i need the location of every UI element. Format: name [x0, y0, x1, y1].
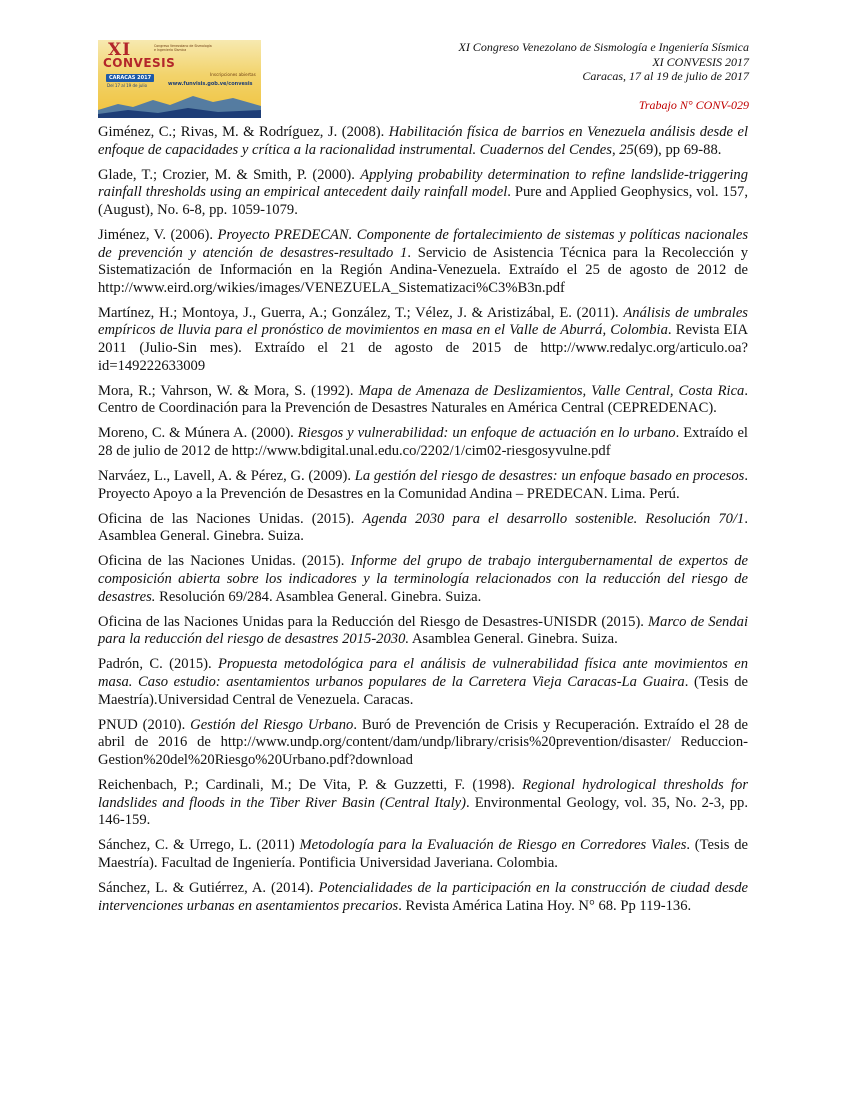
- reference-text: Giménez, C.; Rivas, M. & Rodríguez, J. (2008).: [98, 124, 389, 140]
- reference-title: Potencialidades de la participación en la construcción de ciudad desde intervenciones urbanas en asentamientos precarios: [98, 879, 748, 914]
- reference-title: Metodología para la Evaluación de Riesgo en Corredores Viales: [299, 837, 687, 854]
- logo-url: www.funvisis.gob.ve/convesis: [168, 81, 253, 87]
- reference-text: Sánchez, L. & Gutiérrez, A. (2014).: [98, 879, 319, 896]
- reference-title: La gestión del riesgo de desastres: un enfoque basado en procesos: [354, 468, 745, 485]
- reference-entry: [98, 227, 748, 297]
- reference-title: Applying probability determination to refine landslide-triggering rainfall thresholds using an empirical antecedent daily rainfall model: [98, 166, 748, 201]
- reference-text: Moreno, C. & Múnera A. (2000).: [98, 425, 298, 442]
- reference-entry: [98, 777, 748, 830]
- reference-title: Análisis de umbrales empíricos de lluvia para el pronóstico de movimientos en masa en el Valle de Aburrá, Colombia: [98, 304, 748, 339]
- reference-entry: [98, 717, 748, 770]
- mountain-silhouette-icon: [98, 88, 261, 118]
- reference-entry: [98, 656, 748, 709]
- reference-title: Informe del grupo de trabajo intergubernamental de expertos de composición abierta sobre los indicadores y la terminología relacionados con la reducción del riesgo de desastres.: [98, 553, 749, 605]
- reference-title: Agenda 2030 para el desarrollo sostenible. Resolución 70/1: [362, 510, 745, 527]
- reference-entry: [98, 880, 748, 915]
- reference-entry: [98, 553, 748, 606]
- reference-title: Marco de Sendai para la reducción del riesgo de desastres 2015-2030.: [98, 613, 748, 648]
- reference-entry: [98, 425, 748, 460]
- reference-text: PNUD (2010).: [98, 716, 191, 733]
- reference-text: Sánchez, C. & Urrego, L. (2011): [98, 837, 300, 854]
- reference-text: . Extraído el 28 de julio de 2012 de http://www.bdigital.unal.edu.co/2202/1/cim02-riesgosyvulne.pdf: [98, 425, 748, 459]
- header-conference-name: XI Congreso Venezolano de Sismología e Ingeniería Sísmica: [458, 40, 749, 54]
- header-edition: XI CONVESIS 2017: [652, 54, 749, 69]
- logo-title: XI: [108, 40, 132, 60]
- reference-text: Oficina de las Naciones Unidas. (2015).: [98, 510, 363, 527]
- reference-text: Reichenbach, P.; Cardinali, M.; De Vita, P. & Guzzetti, F. (1998).: [98, 777, 523, 793]
- logo-inscriptions: Inscripciones abiertas: [210, 72, 256, 77]
- reference-text: Martínez, H.; Montoya, J., Guerra, A.; González, T.; Vélez, J. & Aristizábal, E. (2011).: [98, 304, 624, 321]
- reference-title: 25: [619, 141, 634, 158]
- reference-title: Regional hydrological thresholds for landslides and floods in the Tiber River Basin (Central Italy): [98, 777, 748, 811]
- reference-title: Proyecto PREDECAN. Componente de fortalecimiento de sistemas y políticas nacionales de prevención y atención de desastres-resultado 1: [98, 226, 748, 261]
- reference-text: . (Tesis de Maestría).Universidad Central de Venezuela. Caracas.: [98, 674, 748, 708]
- logo-tagline: Congreso Venezolano de Sismología e Ingeniería Sísmica: [154, 44, 212, 52]
- reference-text: Jiménez, V. (2006).: [98, 226, 218, 243]
- header-paper-number: Trabajo N° CONV-029: [638, 97, 749, 112]
- reference-entry: [98, 383, 748, 418]
- reference-text: Glade, T.; Crozier, M. & Smith, P. (2000).: [98, 166, 361, 183]
- logo-badge: CARACAS 2017: [106, 74, 154, 82]
- reference-text: . Environmental Geology, vol. 35, No. 2-3, pp. 146-159.: [98, 794, 748, 829]
- reference-title: Riesgos y vulnerabilidad: un enfoque de actuación en lo urbano: [297, 425, 676, 442]
- reference-text: . Revista EIA 2011 (Julio-Sin mes). Extraído el 21 de agosto de 2015 de http://www.redalyc.org/articulo.oa?id=149222633009: [98, 322, 748, 374]
- reference-title: Gestión del Riesgo Urbano: [190, 716, 354, 733]
- reference-title: Propuesta metodológica para el análisis de vulnerabilidad física ante movimientos en masa. Caso estudio: asentamientos urbanos populares de la Carretera Vieja Caracas-La Guaira: [98, 656, 748, 691]
- reference-entry: [98, 167, 748, 220]
- logo-dates: Del 17 al 19 de julio: [107, 83, 148, 88]
- conference-header: [458, 40, 749, 112]
- header-location-date: Caracas, 17 al 19 de julio de 2017: [582, 69, 749, 84]
- reference-text: Mora, R.; Vahrson, W. & Mora, S. (1992).: [98, 382, 359, 399]
- reference-text: . Proyecto Apoyo a la Prevención de Desastres en la Comunidad Andina – PREDECAN. Lima. Perú.: [98, 468, 748, 502]
- convesis-logo: [98, 40, 261, 118]
- reference-text: Oficina de las Naciones Unidas. (2015).: [98, 553, 351, 570]
- reference-entry: [98, 837, 748, 872]
- reference-text: . Revista América Latina Hoy. N° 68. Pp 119-136.: [398, 897, 692, 914]
- reference-text: Asamblea General. Ginebra. Suiza.: [409, 631, 618, 648]
- reference-text: . Servicio de Asistencia Técnica para la Recolección y Sistematización de Información en la Región Andina-Venezuela. Extraído el 25 de agosto de 2012 de http://www.eird.org/wikies/images/VENEZUELA_Sistematizaci%C3%B3n.pdf: [98, 244, 749, 296]
- reference-title: Mapa de Amenaza de Deslizamientos, Valle Central, Costa Rica: [358, 382, 745, 399]
- logo-subtitle: CONVESIS: [103, 56, 176, 70]
- reference-entry: [98, 614, 748, 649]
- reference-entry: [98, 511, 748, 546]
- reference-text: (69), pp 69-88.: [633, 141, 722, 158]
- reference-text: Padrón, C. (2015).: [98, 656, 219, 673]
- reference-text: Oficina de las Naciones Unidas para la Reducción del Riesgo de Desastres-UNISDR (2015).: [98, 613, 649, 630]
- reference-text: . Pure and Applied Geophysics, vol. 157, (August), No. 6-8, pp. 1059-1079.: [98, 184, 748, 218]
- reference-text: . Asamblea General. Ginebra. Suiza.: [98, 510, 748, 545]
- reference-text: Narváez, L., Lavell, A. & Pérez, G. (2009).: [98, 468, 355, 485]
- reference-text: Resolución 69/284. Asamblea General. Ginebra. Suiza.: [155, 588, 482, 605]
- reference-text: . Centro de Coordinación para la Prevención de Desastres Naturales en América Central (CEPREDENAC).: [98, 382, 748, 417]
- reference-text: . (Tesis de Maestría). Facultad de Ingeniería. Pontificia Universidad Javeriana. Colombia.: [98, 837, 748, 871]
- reference-list: [98, 124, 748, 923]
- reference-text: . Buró de Prevención de Crisis y Recuperación. Extraído el 28 de abril de 2016 de http://www.undp.org/content/dam/undp/library/crisis%20prevention/disaster/ Reduccion-Gestion%20del%20Riesgo%20Urbano.pdf?download: [98, 716, 748, 768]
- reference-entry: [98, 468, 748, 503]
- reference-title: Habilitación física de barrios en Venezuela análisis desde el enfoque de capacidades y crítica a la racionalidad instrumental. Cuadernos del Cendes: [98, 124, 748, 158]
- reference-entry: [98, 124, 748, 159]
- reference-entry: [98, 305, 748, 375]
- reference-text: ,: [611, 141, 620, 158]
